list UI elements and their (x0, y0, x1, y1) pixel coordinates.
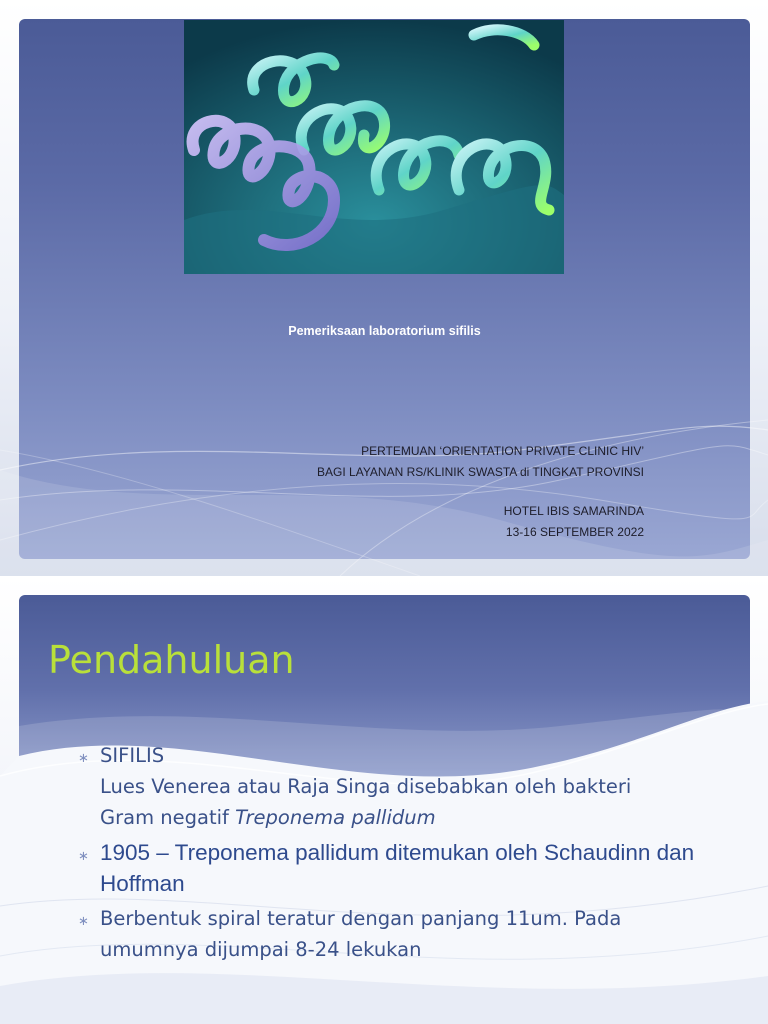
presentation-title: Pemeriksaan laboratorium sifilis (288, 324, 481, 338)
bullet-list (78, 740, 718, 965)
asterisk-bullet-icon: ∗ (78, 914, 89, 929)
list-item (78, 837, 718, 899)
bullet-line: Lues Venerea atau Raja Singa disebabkan oleh bakteri (100, 775, 632, 798)
bullet-text: 1905 – Treponema pallidum ditemukan oleh Schaudinn dan Hoffman (100, 840, 695, 896)
venue-date (504, 501, 644, 543)
bullet-text: Gram negatif (100, 806, 236, 829)
event-line-2: BAGI LAYANAN RS/KLINIK SWASTA di TINGKAT PROVINSI (317, 465, 644, 479)
asterisk-bullet-icon: ∗ (78, 848, 89, 863)
event-line-1: PERTEMUAN ‘ORIENTATION PRIVATE CLINIC HIV’ (361, 444, 644, 458)
venue-text: HOTEL IBIS SAMARINDA (503, 504, 644, 518)
date-text: 13-16 SEPTEMBER 2022 (505, 525, 644, 539)
event-description (317, 441, 644, 483)
list-item (78, 740, 718, 833)
slide-2 (0, 576, 768, 1024)
asterisk-bullet-icon: ∗ (78, 751, 89, 766)
bullet-text: Berbentuk spiral teratur dengan panjang 11um. Pada umumnya dijumpai 8-24 lekukan (100, 907, 622, 961)
list-item (78, 903, 718, 965)
bullet-line (100, 802, 718, 833)
spirochete-illustration (184, 20, 564, 274)
slide-title: Pendahuluan (48, 638, 295, 682)
bullet-heading: SIFILIS (100, 744, 165, 767)
species-name: Treponema pallidum (235, 806, 436, 829)
